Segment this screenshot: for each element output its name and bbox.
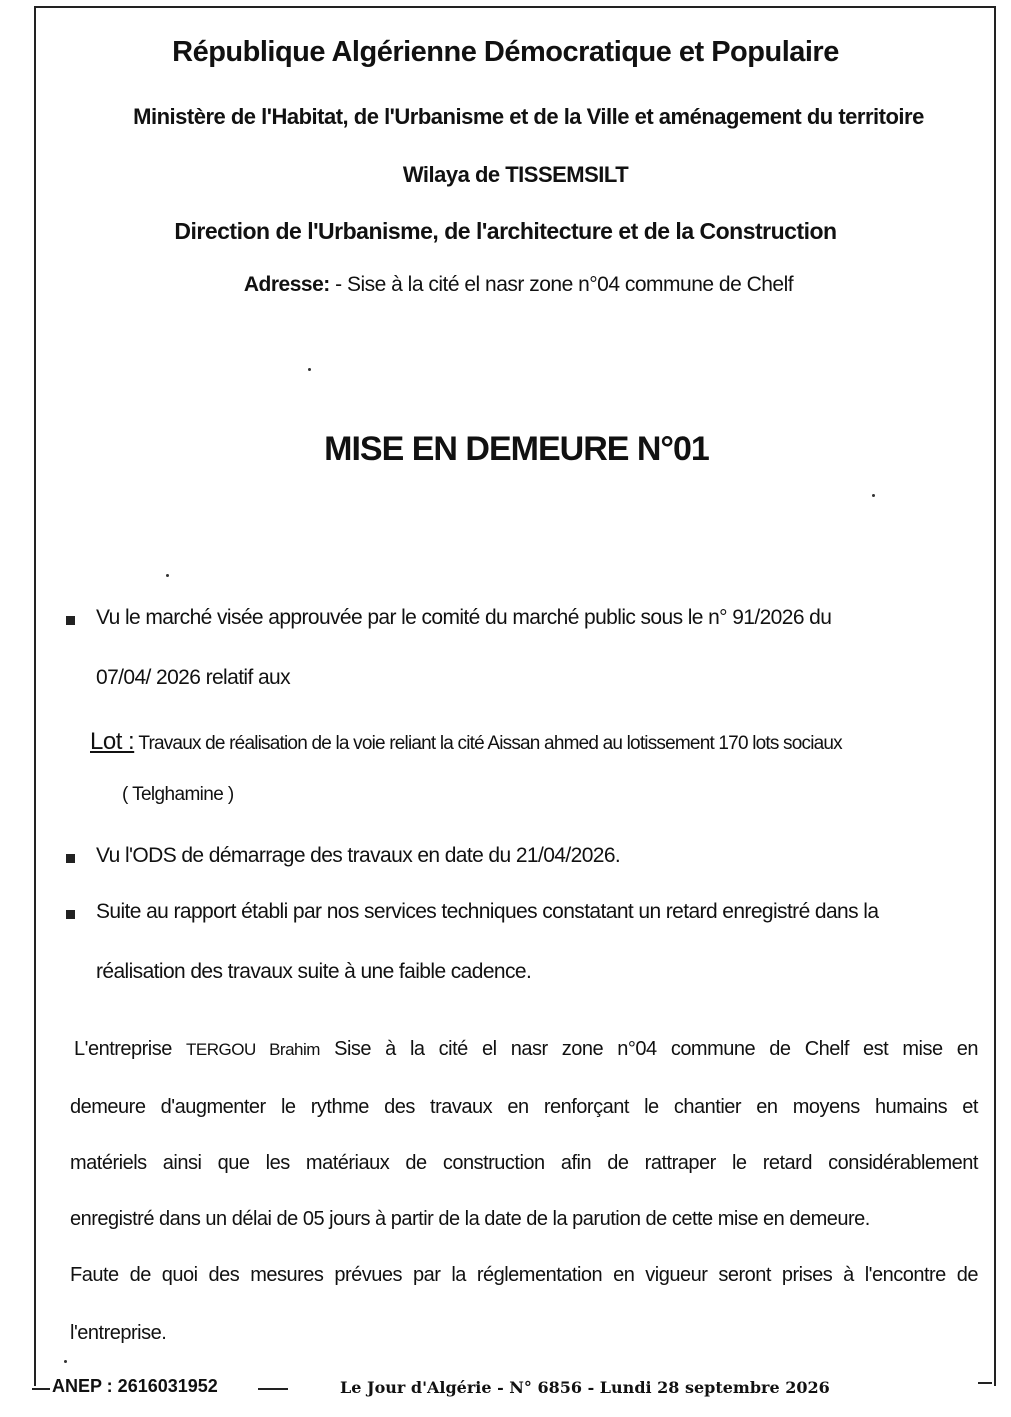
anep-reference: ANEP : 2616031952	[52, 1376, 218, 1396]
bullet-ods: Vu l'ODS de démarrage des travaux en date du 21/04/2026.	[96, 844, 621, 867]
lot-text: Travaux de réalisation de la voie reliant la cité Aissan ahmed au lotissement 170 lots sociaux	[134, 733, 842, 754]
scan-speck	[308, 368, 311, 371]
paragraph-line-5: Faute de quoi des mesures prévues par la réglementation en vigueur seront prises à l'encontre de	[70, 1264, 978, 1286]
scan-speck	[64, 1360, 67, 1363]
bullet-icon	[66, 910, 75, 919]
footer	[30, 1376, 996, 1406]
document-frame	[34, 6, 996, 1386]
lot-continuation: ( Telghamine )	[122, 784, 234, 805]
bullet-rapport-line2: réalisation des travaux suite à une faible cadence.	[96, 960, 532, 983]
footer-rule-mid	[258, 1388, 288, 1390]
paragraph-l1a: L'entreprise	[74, 1038, 187, 1060]
company-name: TERGOU Brahim	[186, 1040, 320, 1059]
footer-rule-right	[978, 1382, 992, 1384]
header-address	[26, 273, 1011, 297]
paragraph-l1b: Sise à la cité el nasr zone n°04 commune de Chelf est mise en	[319, 1038, 979, 1060]
scan-speck	[872, 494, 875, 497]
publication-info: Le Jour d'Algérie - N° 6856 - Lundi 28 septembre 2026	[340, 1378, 830, 1397]
footer-rule-left	[32, 1388, 50, 1390]
bullet-icon	[66, 616, 75, 625]
header-direction: Direction de l'Urbanisme, de l'architecture et de la Construction	[174, 218, 837, 244]
paragraph-line-1	[74, 1038, 978, 1061]
lot-row	[90, 728, 842, 756]
address-label: Adresse:	[243, 273, 330, 296]
address-value: - Sise à la cité el nasr zone n°04 commune de Chelf	[335, 273, 794, 296]
header-republic: République Algérienne Démocratique et Populaire	[172, 36, 839, 68]
bullet-marche-line2: 07/04/ 2026 relatif aux	[96, 666, 291, 689]
header-ministry: Ministère de l'Habitat, de l'Urbanisme et de la Ville et aménagement du territoire	[133, 104, 924, 129]
bullet-rapport-line1: Suite au rapport établi par nos services techniques constatant un retard enregistré dans la	[96, 900, 879, 923]
paragraph-line-6: l'entreprise.	[70, 1322, 167, 1344]
bullet-marche-line1: Vu le marché visée approuvée par le comité du marché public sous le n° 91/2026 du	[96, 606, 832, 629]
scan-speck	[166, 574, 169, 577]
page-title: MISE EN DEMEURE N°01	[324, 430, 709, 468]
paragraph-line-4: enregistré dans un délai de 05 jours à partir de la date de la parution de cette mise en demeure.	[70, 1208, 870, 1230]
header-wilaya: Wilaya de TISSEMSILT	[402, 162, 629, 187]
lot-label: Lot :	[90, 728, 135, 755]
bullet-icon	[66, 854, 75, 863]
paragraph-line-2: demeure d'augmenter le rythme des travaux en renforçant le chantier en moyens humains et	[70, 1096, 978, 1118]
paragraph-line-3: matériels ainsi que les matériaux de construction afin de rattraper le retard considérablement	[70, 1152, 978, 1174]
